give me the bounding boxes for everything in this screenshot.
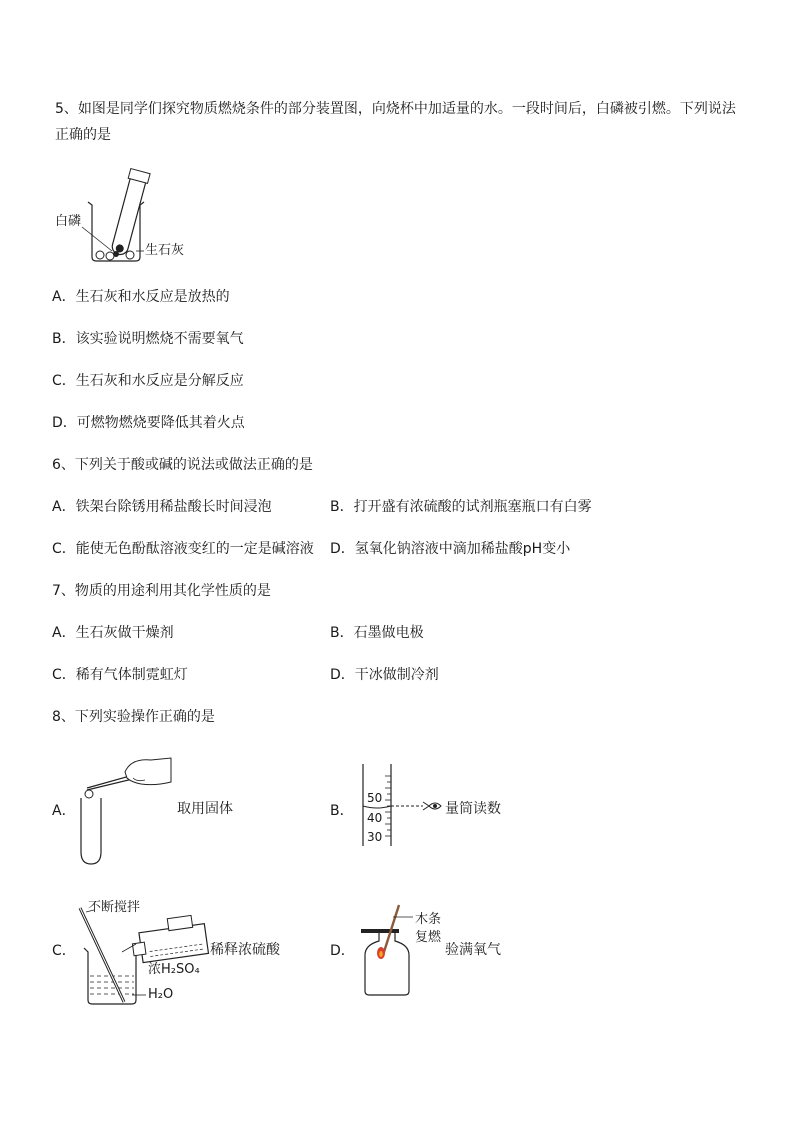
q5-option-a: A．生石灰和水反应是放热的 (52, 289, 230, 305)
q7-option-a: A．生石灰做干燥剂 (52, 625, 174, 641)
q8-option-c-caption: 稀释浓硫酸 (210, 942, 280, 958)
q5-option-b: B．该实验说明燃烧不需要氧气 (52, 331, 244, 347)
q7-stem: 7、物质的用途利用其化学性质的是 (52, 583, 271, 599)
q7-option-d: D．干冰做制冷剂 (330, 667, 439, 683)
q6-stem: 6、下列关于酸或碱的说法或做法正确的是 (52, 457, 313, 473)
q8-option-b-letter: B． (330, 803, 354, 819)
stick-label: 木条 (415, 912, 442, 927)
q6-option-d: D．氢氧化钠溶液中滴加稀盐酸pH变小 (330, 541, 571, 557)
relight-label: 复燃 (415, 930, 442, 945)
tick-label-50: 50 (367, 791, 383, 805)
tick-label-40: 40 (367, 811, 383, 825)
tick-label-30: 30 (367, 830, 383, 844)
q8-option-c-letter: C． (52, 943, 76, 959)
q8-option-d-caption: 验满氧气 (445, 942, 501, 958)
q5-option-c: C．生石灰和水反应是分解反应 (52, 373, 244, 389)
q8-option-a-caption: 取用固体 (177, 801, 233, 817)
water-label: H₂O (148, 987, 174, 1002)
q7-option-c: C．稀有气体制霓虹灯 (52, 667, 188, 683)
stir-label: 不断搅拌 (88, 900, 141, 915)
q8-option-d-letter: D． (330, 943, 355, 959)
take-solid-figure (75, 752, 175, 867)
q8-option-b-caption: 量筒读数 (445, 801, 501, 817)
q6-option-a: A．铁架台除锈用稀盐酸长时间浸泡 (52, 499, 272, 515)
q6-option-b: B．打开盛有浓硫酸的试剂瓶塞瓶口有白雾 (330, 499, 592, 515)
q7-option-b: B．石墨做电极 (330, 625, 424, 641)
q5-stem: 5、如图是同学们探究物质燃烧条件的部分装置图，向烧杯中加适量的水。一段时间后，白磷被引燃。下列说法正确的是 (55, 101, 736, 143)
white-phosphorus-label: 白磷 (55, 214, 82, 229)
q8-option-a-letter: A． (52, 803, 76, 819)
acid-label: 浓H₂SO₄ (148, 962, 200, 977)
q6-option-c: C．能使无色酚酞溶液变红的一定是碱溶液 (52, 541, 314, 557)
q5-option-d: D．可燃物燃烧要降低其着火点 (52, 415, 245, 431)
quicklime-label: 生石灰 (145, 243, 185, 258)
q8-stem: 8、下列实验操作正确的是 (52, 709, 215, 725)
